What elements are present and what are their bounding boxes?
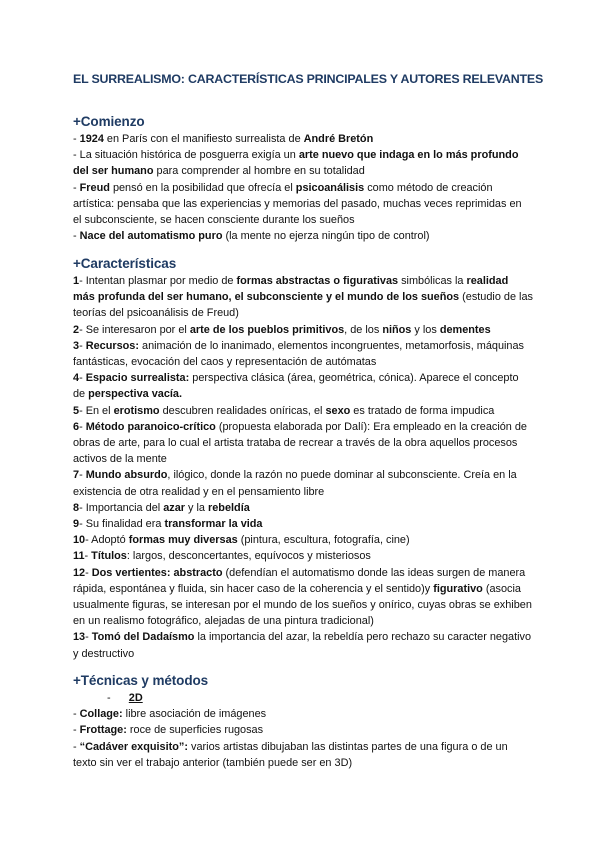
bold-text: 6 — [73, 420, 80, 433]
text-run: como método de creación artística: pensaba que las experiencias y memorias del pasado, muchas veces reprimidas en el subconsciente, se hacen consciente durante los sueños — [73, 181, 522, 227]
bold-text: 11 — [73, 550, 85, 563]
bold-text: formas abstractas o figurativas — [236, 275, 399, 287]
bold-text: Espacio surrealista: — [85, 372, 190, 385]
bold-text: dementes — [439, 323, 491, 336]
text-run: varios artistas dibujaban las distintas partes de una figura o de un texto sin ver el trabajo anterior (también puede ser en 3D) — [73, 740, 508, 769]
bold-text: 9 — [73, 518, 80, 531]
paragraph-line — [73, 739, 533, 771]
text-run: (pintura, escultura, fotografía, cine) — [237, 534, 410, 547]
paragraph-line — [73, 500, 533, 516]
text-run: y la — [185, 501, 209, 514]
text-run: descubren realidades oníricas, el — [159, 404, 326, 417]
text-run: - — [79, 339, 86, 352]
bold-text: Títulos — [91, 550, 127, 563]
text-run: - — [73, 133, 80, 145]
text-run: es tratado de forma impudica — [350, 404, 495, 417]
text-run: , de los — [344, 323, 383, 336]
subsection-2d — [73, 690, 533, 706]
paragraph-line — [73, 419, 533, 468]
text-run: - — [73, 181, 80, 194]
text-run: para comprender al hombre en su totalidad — [153, 165, 365, 178]
bold-text: sexo — [325, 404, 351, 417]
bold-text: Método paranoico-crítico — [85, 420, 216, 433]
subsection-label: 2D — [128, 692, 143, 704]
bold-text: Freud — [79, 181, 110, 194]
section-body-caracteristicas — [73, 273, 533, 662]
text-run: en París con el manifiesto surrealista de — [103, 133, 304, 145]
bold-text: 3 — [73, 339, 80, 352]
paragraph-line — [73, 370, 533, 402]
text-run: - — [85, 566, 92, 579]
bold-text: 10 — [73, 534, 86, 547]
bold-text: niños — [382, 323, 412, 336]
text-run: roce de superficies rugosas — [126, 724, 264, 737]
text-run: - En el — [79, 404, 114, 417]
tecnicas-list — [73, 706, 533, 771]
text-run: : largos, desconcertantes, equívocos y misteriosos — [126, 550, 371, 563]
bold-text: Dos vertientes: abstracto — [91, 566, 223, 579]
bold-text: 4 — [73, 372, 80, 385]
paragraph-line — [73, 180, 533, 229]
bold-text: transformar la vida — [164, 518, 263, 531]
paragraph-line — [73, 565, 533, 630]
text-run: - Se interesaron por el — [79, 323, 190, 336]
bold-text: 5 — [73, 404, 80, 417]
text-run: pensó en la posibilidad que ofrecía el — [109, 181, 296, 194]
paragraph-line — [73, 228, 533, 244]
paragraph-line — [73, 338, 533, 370]
bold-text: figurativo — [433, 582, 483, 595]
text-run: - Importancia del — [79, 501, 164, 514]
text-run: libre asociación de imágenes — [122, 708, 267, 721]
bold-text: Recursos: — [85, 339, 139, 352]
bold-text: “Cadáver exquisito”: — [79, 740, 188, 753]
paragraph-line — [73, 532, 533, 548]
bold-text: Nace del automatismo puro — [79, 230, 223, 243]
paragraph-line — [73, 147, 533, 179]
bold-text: 2 — [73, 323, 80, 336]
text-run: y los — [411, 323, 440, 336]
text-run: - — [85, 631, 92, 644]
text-run: (estudio de las teorías del psicoanálisis de Freud) — [73, 291, 533, 320]
section-heading-tecnicas: +Técnicas y métodos — [73, 673, 209, 688]
document-title: EL SURREALISMO: CARACTERÍSTICAS PRINCIPALES Y AUTORES RELEVANTES — [73, 72, 544, 86]
text-run: - — [73, 708, 80, 721]
bold-text: Frottage: — [79, 724, 127, 737]
bold-text: arte de los pueblos primitivos — [189, 323, 345, 336]
paragraph-line — [73, 322, 533, 338]
bold-text: erotismo — [113, 404, 160, 417]
bold-text: 12 — [73, 566, 86, 579]
text-run: (defendían el automatismo donde las ideas surgen de manera rápida, espontánea y fluida, sin hacer caso de la coherencia y el sentido)y — [73, 566, 526, 595]
section-heading-caracteristicas: +Características — [73, 256, 177, 271]
bold-text: arte nuevo que indaga en lo más profundo del ser humano — [73, 149, 519, 178]
bold-text: realidad más profunda del ser humano, el subconsciente y el mundo de los sueños — [73, 275, 509, 304]
text-run: - Su finalidad era — [79, 518, 165, 531]
bold-text: perspectiva vacía. — [88, 388, 182, 401]
paragraph-line — [73, 403, 533, 419]
bold-text: 13 — [73, 631, 86, 644]
text-run: , ilógico, donde la razón no puede dominar al subconsciente. Creía en la existencia de otra realidad y en el pensamiento libre — [73, 469, 517, 498]
text-run: la importancia del azar, la rebeldía pero rechazo su caracter negativo y destructivo — [73, 631, 532, 660]
text-run: - — [73, 740, 80, 753]
section-body-tecnicas — [73, 690, 533, 771]
text-run: - — [73, 230, 80, 243]
bold-text: psicoanálisis — [295, 181, 365, 194]
bold-text: 8 — [73, 501, 80, 514]
sub-bullet: - — [107, 692, 111, 704]
bold-text: Collage: — [79, 708, 123, 721]
text-run: (asocia usualmente figuras, se interesan por el mundo de los sueños y onírico, cuyas obras se exhiben en un realismo fotográfico, alejadas de una pintura tradicional) — [73, 582, 532, 628]
text-run: - Adoptó — [85, 534, 129, 547]
text-run: - — [73, 724, 80, 737]
text-run: - — [79, 420, 86, 433]
paragraph-line — [73, 548, 533, 564]
text-run: - — [84, 550, 92, 563]
bold-text: formas muy diversas — [128, 534, 238, 547]
bold-text: rebeldía — [208, 501, 250, 514]
section-heading-comienzo: +Comienzo — [73, 114, 145, 129]
text-run: animación de lo inanimado, elementos incongruentes, metamorfosis, máquinas fantásticas, evocación del caos y representación de autómatas — [73, 339, 524, 369]
bold-text: 1 — [73, 275, 80, 287]
text-run: - La situación histórica de posguerra exigía un — [73, 149, 299, 162]
text-run: (la mente no ejerza ningún tipo de control) — [222, 230, 430, 243]
text-run: (propuesta elaborada por Dalí): Era empleado en la creación de obras de arte, para lo cual el artista trataba de recrear a través de la obra aquellos procesos activos de la mente — [73, 420, 527, 466]
paragraph-line — [73, 273, 533, 322]
paragraph-line — [73, 629, 533, 661]
bold-text: Tomó del Dadaísmo — [91, 631, 195, 644]
text-run: simbólicas la — [398, 275, 467, 287]
text-run: - — [79, 469, 86, 482]
bold-text: Mundo absurdo — [85, 469, 168, 482]
section-body-comienzo — [73, 131, 533, 244]
paragraph-line — [73, 722, 533, 738]
text-run: - — [79, 372, 86, 385]
bold-text: azar — [163, 501, 186, 514]
text-run: perspectiva clásica (área, geométrica, cónica). Aparece el concepto de — [73, 372, 519, 401]
paragraph-line — [73, 467, 533, 499]
bold-text: 1924 — [79, 133, 104, 145]
bold-text: 7 — [73, 469, 80, 482]
bold-text: André Bretón — [303, 133, 374, 145]
paragraph-line — [73, 131, 533, 147]
text-run: - Intentan plasmar por medio de — [79, 275, 237, 287]
paragraph-line — [73, 706, 533, 722]
paragraph-line — [73, 516, 533, 532]
